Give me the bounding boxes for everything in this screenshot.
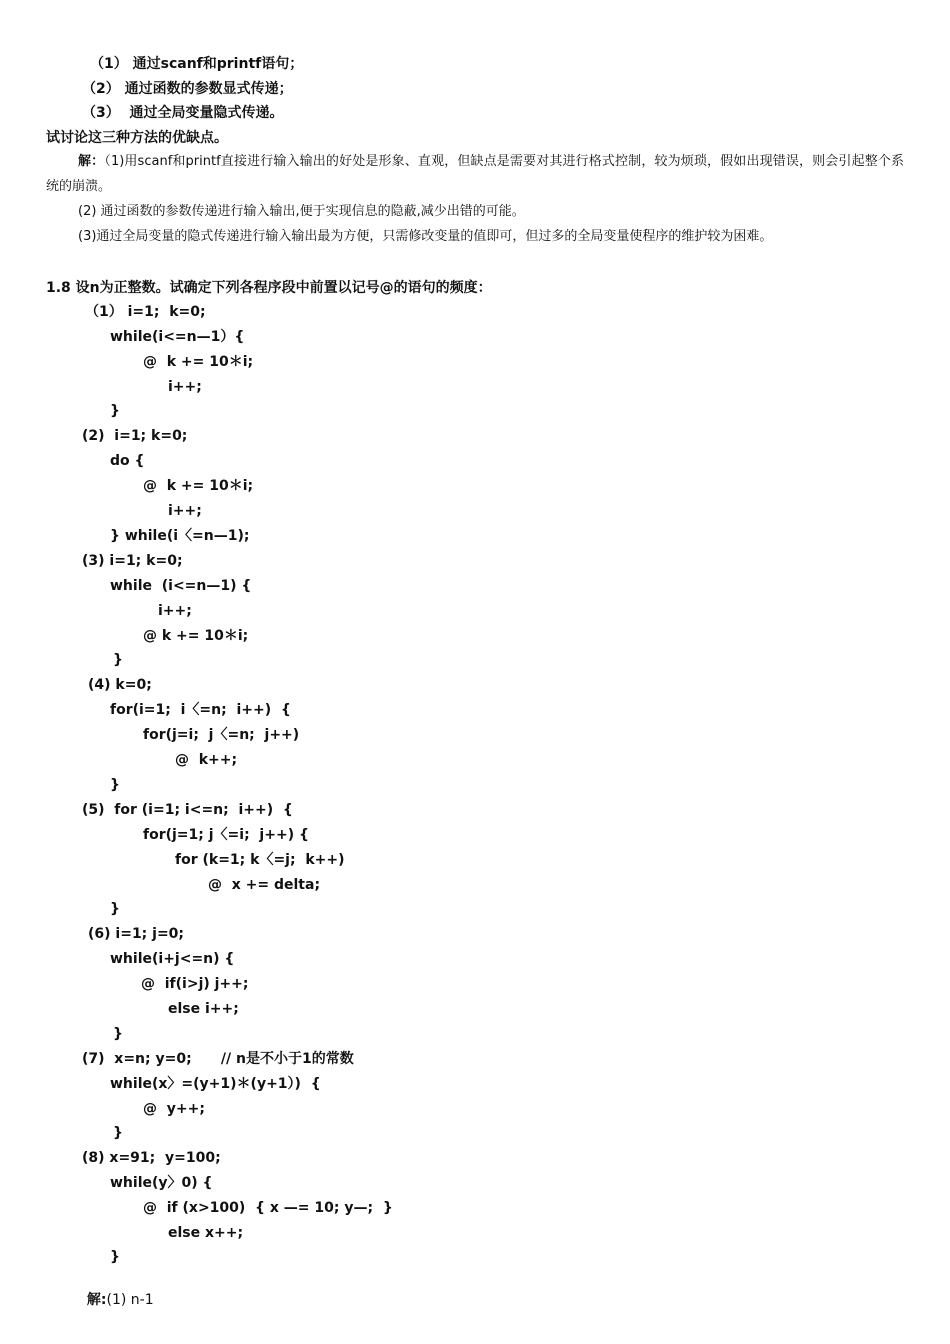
method-1: （1） 通过scanf和printf语句； bbox=[90, 56, 304, 72]
code-line: while(i+j<=n) { bbox=[110, 951, 235, 967]
code-line: (4) k=0; bbox=[88, 677, 152, 693]
answer-paragraph-2: (2) 通过函数的参数传递进行输入输出,便于实现信息的隐蔽,减少出错的可能。 bbox=[78, 204, 525, 219]
method-2: （2） 通过函数的参数显式传递； bbox=[82, 81, 293, 97]
answer-text-1: （1)用scanf和printf直接进行输入输出的好处是形象、直观，但缺点是需要对其进行格式控制，较为烦琐，假如出现错误，则会引起整个系统的崩溃。 bbox=[46, 154, 904, 194]
code-line: @ y++; bbox=[143, 1101, 205, 1117]
code-line: @ k += 10＊i; bbox=[143, 628, 249, 644]
code-line: } bbox=[110, 1249, 120, 1265]
code-line: (6) i=1; j=0; bbox=[88, 926, 185, 942]
final-answer-text: (1) n-1 bbox=[106, 1292, 154, 1308]
code-line: while (i<=n—1) { bbox=[110, 578, 252, 594]
final-answer bbox=[78, 1273, 154, 1309]
code-line: @ k += 10＊i; bbox=[143, 478, 254, 494]
code-line: } bbox=[113, 652, 123, 668]
code-line: (3) i=1; k=0; bbox=[82, 553, 183, 569]
code-line: @ x += delta; bbox=[208, 877, 321, 893]
answer-paragraph-1 bbox=[46, 149, 904, 199]
code-line: } while(i〈=n—1); bbox=[110, 528, 250, 544]
code-line: i++; bbox=[158, 603, 192, 619]
code-line: @ k += 10＊i; bbox=[143, 354, 254, 370]
code-line: else x++; bbox=[168, 1225, 244, 1241]
code-line: } bbox=[110, 777, 120, 793]
code-line: while(i<=n—1）{ bbox=[110, 329, 245, 345]
code-line: i++; bbox=[168, 503, 202, 519]
code-line: for (k=1; k〈=j; k++) bbox=[175, 852, 345, 868]
code-line: } bbox=[110, 403, 120, 419]
code-line: else i++; bbox=[168, 1001, 239, 1017]
code-line: } bbox=[110, 901, 120, 917]
question-text: 试讨论这三种方法的优缺点。 bbox=[46, 130, 228, 146]
code-line: } bbox=[113, 1026, 123, 1042]
code-line: (2) i=1; k=0; bbox=[82, 428, 188, 444]
code-line: do { bbox=[110, 453, 145, 469]
code-line: for(i=1; i〈=n; i++) { bbox=[110, 702, 291, 718]
code-line: @ if (x>100) { x —= 10; y—; } bbox=[143, 1200, 393, 1216]
code-line: while(y〉0) { bbox=[110, 1175, 213, 1191]
method-3: （3） 通过全局变量隐式传递。 bbox=[82, 105, 284, 121]
answer-label: 解： bbox=[78, 154, 105, 169]
code-line: (5) for (i=1; i<=n; i++) { bbox=[82, 802, 293, 818]
code-line: （1） i=1; k=0; bbox=[85, 304, 206, 320]
code-line: for(j=i; j〈=n; j++) bbox=[143, 727, 300, 743]
code-line: } bbox=[113, 1125, 123, 1141]
final-answer-label: 解: bbox=[86, 1292, 107, 1308]
code-line: for(j=1; j〈=i; j++) { bbox=[143, 827, 309, 843]
code-line: (8) x=91; y=100; bbox=[82, 1150, 221, 1166]
q18-title: 1.8 设n为正整数。试确定下列各程序段中前置以记号@的语句的频度： bbox=[46, 280, 492, 296]
code-line: (7) x=n; y=0; // n是不小于1的常数 bbox=[82, 1051, 354, 1067]
answer-paragraph-3: (3)通过全局变量的隐式传递进行输入输出最为方便，只需修改变量的值即可，但过多的全局变量使程序的维护较为困难。 bbox=[78, 229, 773, 244]
code-line: @ if(i>j) j++; bbox=[141, 976, 249, 992]
code-line: @ k++; bbox=[175, 752, 238, 768]
code-line: while(x〉=(y+1)＊(y+1）) { bbox=[110, 1076, 321, 1092]
code-line: i++; bbox=[168, 379, 202, 395]
